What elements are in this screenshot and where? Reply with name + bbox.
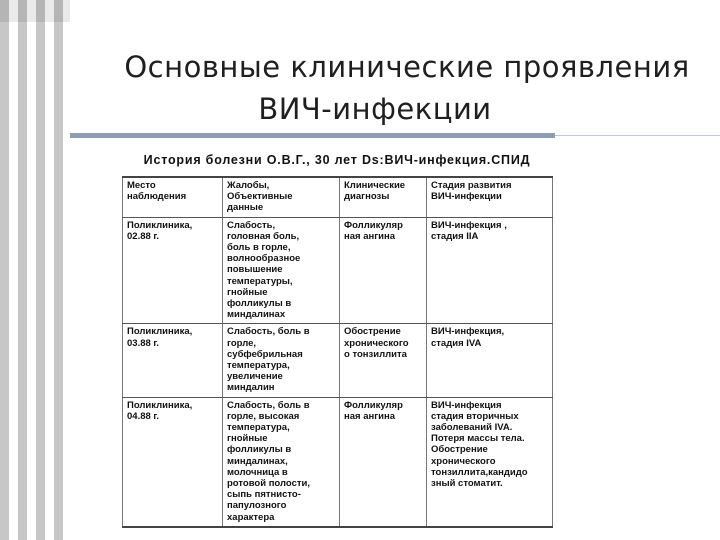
title-divider-thin (555, 135, 720, 136)
corner-pattern-decoration (0, 0, 70, 22)
header-stage: Стадия развития ВИЧ-инфекции (427, 177, 553, 217)
cell-stage: ВИЧ-инфекция, стадия IVA (427, 324, 553, 397)
header-place: Место наблюдения (123, 177, 223, 217)
left-stripe-decoration (0, 0, 70, 540)
cell-diagnosis: Фолликуляр ная ангина (340, 397, 427, 527)
cell-place: Поликлиника, 03.88 г. (123, 324, 223, 397)
cell-complaints: Слабость, боль в горле, высокая температура, гнойные фолликулы в миндалинах, молочница в ротовой полости, сыпь пятнисто- папулозного характера (223, 397, 340, 527)
cell-place: Поликлиника, 02.88 г. (123, 217, 223, 324)
slide-title-line1: Основные клинические проявления (124, 50, 690, 84)
table-row (123, 217, 553, 324)
slide-title-line2: ВИЧ-инфекции (258, 92, 492, 126)
cell-place: Поликлиника, 04.88 г. (123, 397, 223, 527)
slide-title (70, 46, 710, 130)
case-history-caption: История болезни О.В.Г., 30 лет Ds:ВИЧ-инфекция.СПИД (143, 153, 531, 167)
cell-stage: ВИЧ-инфекция , стадия IIA (427, 217, 553, 324)
header-diagnosis: Клинические диагнозы (340, 177, 427, 217)
cell-stage: ВИЧ-инфекция стадия вторичных заболеваний IVA. Потеря массы тела. Обострение хронического тонзиллита,кандидо зный стоматит. (427, 397, 553, 527)
case-history-table (122, 176, 553, 528)
title-divider (70, 133, 555, 138)
table-row (123, 397, 553, 527)
cell-complaints: Слабость, боль в горле, субфебрильная температура, увеличение миндалин (223, 324, 340, 397)
cell-diagnosis: Фолликуляр ная ангина (340, 217, 427, 324)
header-complaints: Жалобы, Объективные данные (223, 177, 340, 217)
table-header-row (123, 177, 553, 217)
table-row (123, 324, 553, 397)
cell-diagnosis: Обострение хронического о тонзиллита (340, 324, 427, 397)
cell-complaints: Слабость, головная боль, боль в горле, волнообразное повышение температуры, гнойные фолликулы в миндалинах (223, 217, 340, 324)
